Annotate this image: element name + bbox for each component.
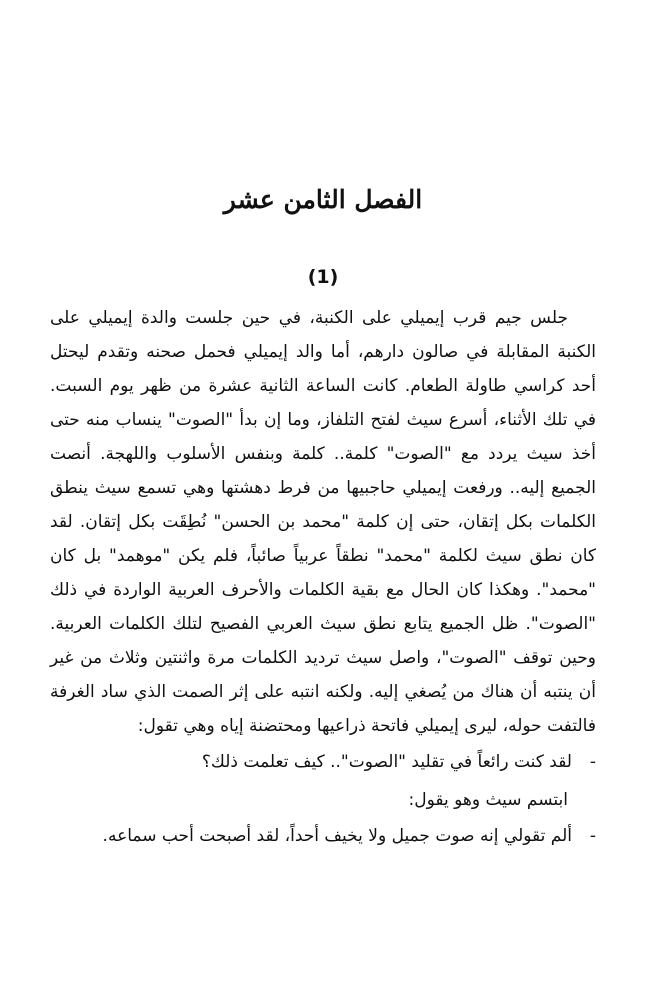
dialogue-text: ألم تقولي إنه صوت جميل ولا يخيف أحداً، لقد أصبحت أحب سماعه. xyxy=(102,826,572,846)
narration-line: ابتسم سيث وهو يقول: xyxy=(408,790,568,810)
section-number: (1) xyxy=(307,266,339,288)
chapter-title: الفصل الثامن عشر xyxy=(223,185,423,214)
paragraph: جلس جيم قرب إيميلي على الكنبة، في حين جلست والدة إيميلي على الكنبة المقابلة في صالون دارهم، أما والد إيميلي فحمل صحنه وتقدم ليحتل أحد كراسي طاولة الطعام. كانت الساعة الثانية عشرة من ظهر يوم السبت. في تلك الأثناء، أسرع سيث لفتح التلفاز، وما إن بدأ "الصوت" ينساب منه حتى أخذ سيث يردد مع "الصوت" كلمة.. كلمة وبنفس الأسلوب واللهجة. أنصت الجميع إليه.. ورفعت إيميلي حاجبيها من فرط دهشتها وهي تسمع سيث ينطق الكلمات بكل إتقان، حتى إن كلمة "محمد بن الحسن" نُطِقَت بكل إتقان. لقد كان نطق سيث لكلمة "محمد" نطقاً عربياً صائباً، فلم يكن "موهمد" بل كان "محمد". وهكذا كان الحال مع بقية الكلمات والأحرف العربية الواردة في ذلك "الصوت". ظل الجميع يتابع نطق سيث العربي الفصيح لتلك الكلمات العربية. وحين توقف "الصوت"، واصل سيث ترديد الكلمات مرة واثنتين وثلاث من غير أن ينتبه أن هناك من يُصغي إليه. ولكنه انتبه على إثر الصمت الذي ساد الغرفة فالتفت حوله، ليرى إيميلي فاتحة ذراعيها ومحتضنة إياه وهي تقول: xyxy=(50,308,596,736)
dialogue-line xyxy=(50,819,596,853)
dialogue-dash: - xyxy=(589,752,596,772)
dialogue-text: لقد كنت رائعاً في تقليد "الصوت".. كيف تعلمت ذلك؟ xyxy=(201,752,572,772)
dialogue-dash: - xyxy=(589,826,596,846)
chapter-body xyxy=(50,301,596,853)
dialogue-line xyxy=(50,745,596,779)
